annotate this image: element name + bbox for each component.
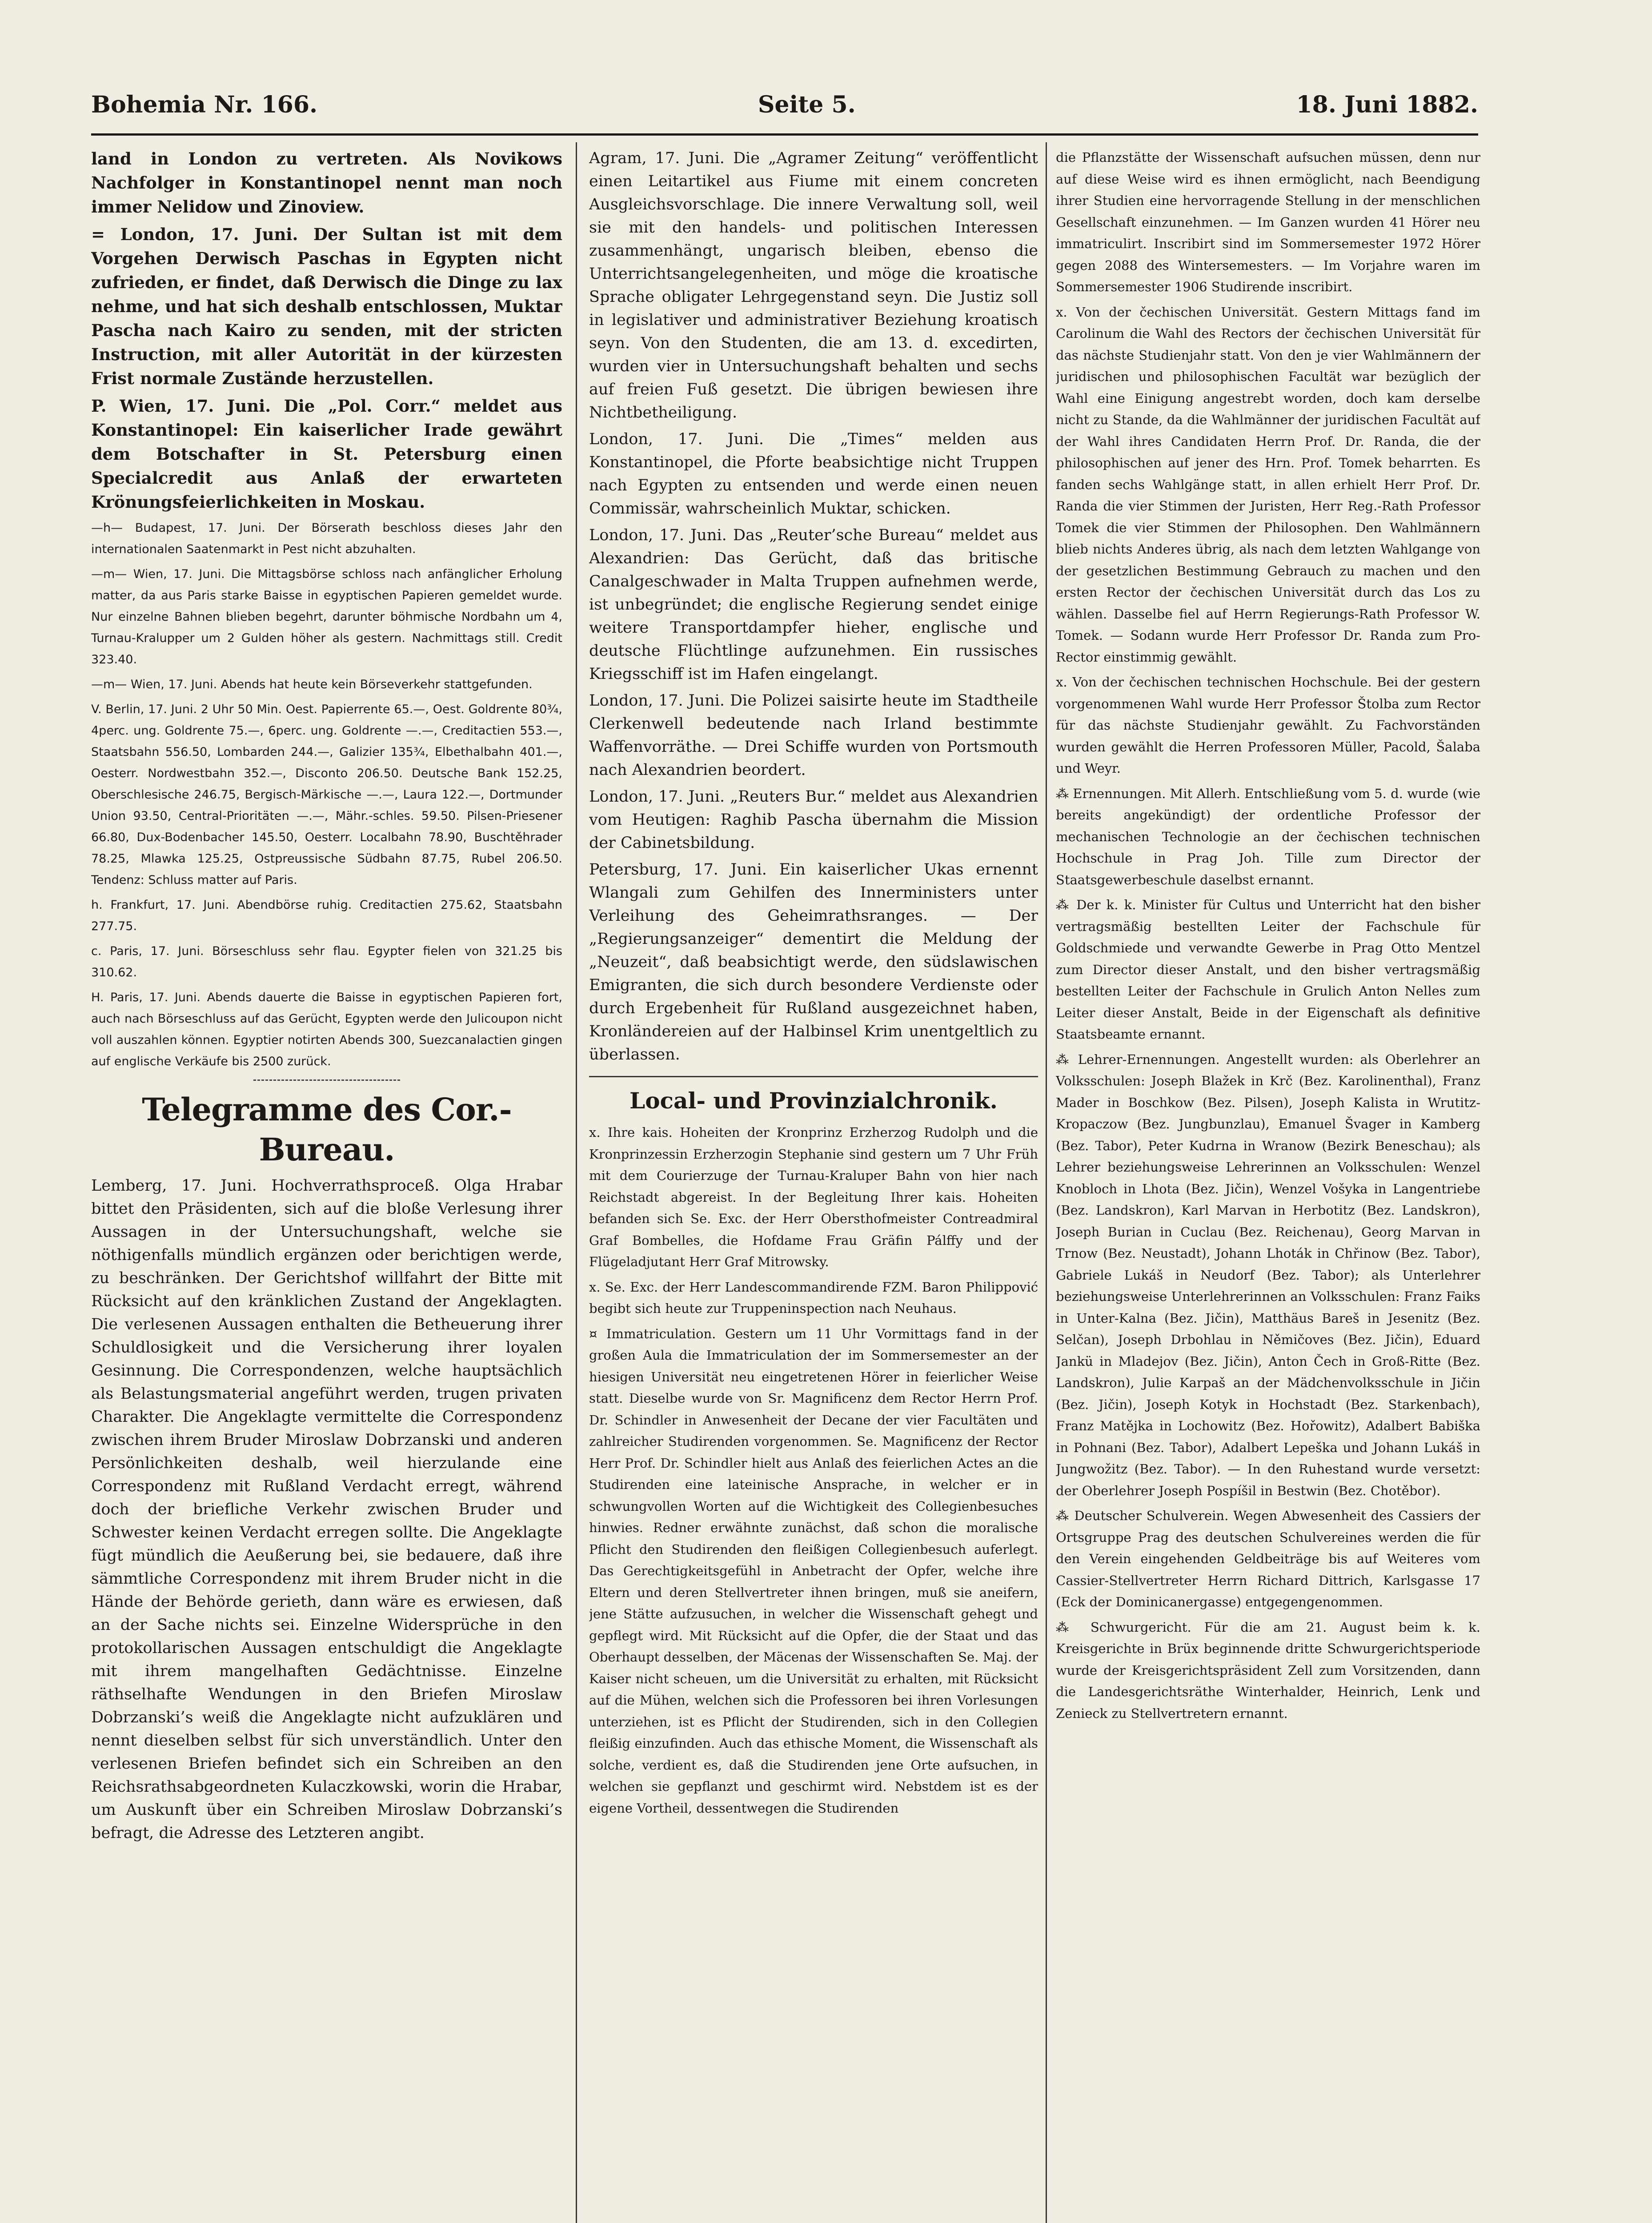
column-divider-2 <box>1046 142 1047 2223</box>
telegram-london-reuter: London, 17. Juni. Das „Reuter’sche Bureau“ meldet aus Alexandrien: Das Gerücht, daß das britische Canalgeschwader in Malta Truppen aufnehmen werde, ist unbegründet; die englische Regierung sendet einige weitere Transportdampfer hieher, englische und deutsche Flüchtlinge aufzunehmen. Ein russisches Kriegsschiff ist im Hafen eingelangt. <box>589 526 1038 683</box>
bourse-berlin: V. Berlin, 17. Juni. 2 Uhr 50 Min. Oest. Papierrente 65.—, Oest. Goldrente 80¾, 4perc. ung. Goldrente 75.—, 6perc. ung. Goldrente —.—, Creditactien 553.—, Staatsbahn 556.50, Lombarden 244.—, Galizier 135¾, Elbethalbahn 401.—, Oesterr. Nordwestbahn 352.—, Disconto 206.50. Deutsche Bank 152.25, Oberschlesische 246.75, Bergisch-Märkische —.—, Laura 122.—, Dortmunder Union 93.50, Central-Prioritäten —.—, Mähr.-schles. 59.50. Pilsen-Priesener 66.80, Dux-Bodenbacher 145.50, Oesterr. Localbahn 78.90, Buschtěhrader 78.25, Mlawka 125.25, Ostpreussische Südbahn 87.75, Rubel 206.50. Tendenz: Schluss matter auf Paris. <box>91 702 562 887</box>
bourse-wien-evening: —m— Wien, 17. Juni. Abends hat heute kein Börseverkehr stattgefunden. <box>91 678 533 691</box>
column-divider-1 <box>576 142 577 2223</box>
telegram-london-times: London, 17. Juni. Die „Times“ melden aus Konstantinopel, die Pforte beabsichtige nicht Truppen nach Egypten zu entsenden und werde einen neuen Commissär, wahrscheinlich Muktar, schicken. <box>589 430 1038 518</box>
masthead-title: Bohemia Nr. 166. <box>91 91 318 118</box>
issue-date: 18. Juni 1882. <box>1296 91 1478 118</box>
telegram-lemberg: Lemberg, 17. Juni. Hochverrathsproceß. Olga Hrabar bittet den Präsidenten, sich auf die bloße Verlesung ihrer Aussagen in der Untersuchungshaft, welche sie nöthigenfalls mündlich ergänzen oder berichtigen werde, zu beschränken. Der Gerichtshof willfahrt der Bitte mit Rücksicht auf den kränklichen Zustand der Angeklagten. Die verlesenen Aussagen enthalten die Betheuerung ihrer Schuldlosigkeit und die Versicherung ihrer loyalen Gesinnung. Die Correspondenzen, welche hauptsächlich als Belastungsmaterial angeführt werden, trugen privaten Charakter. Die Angeklagte vermittelte die Correspondenz zwischen ihrem Bruder Miroslaw Dobrzanski und anderen Persönlichkeiten deshalb, weil hierzulande eine Correspondenz mit Rußland Verdacht erregt, während doch der briefliche Verkehr zwischen Bruder und Schwester keinen Verdacht erregen sollte. Die Angeklagte fügt mündlich die Aeußerung bei, sie bedauere, daß ihre sämmtliche Correspondenz mit ihrem Bruder nicht in die Hände der Behörde gerieth, dann wäre es erwiesen, daß an der Sache nichts sei. Einzelne Widersprüche in den protokollarischen Aussagen entschuldigt die Angeklagte mit ihrem mangelhaften Gedächtnisse. Einzelne räthselhafte Wendungen in den Briefen Miroslaw Dobrzanski’s weiß die Angeklagte nicht aufzuklären und nennt dieselben selbst für sich unverständlich. Unter den verlesenen Briefen befindet sich ein Schreiben an den Reichsrathsabgeordneten Kulaczkowski, worin die Hrabar, um Auskunft über ein Schreiben Miroslaw Dobrzanski’s befragt, die Adresse des Letzteren angibt. <box>91 1177 562 1842</box>
local-landescommandirende: x. Se. Exc. der Herr Landescommandirende FZM. Baron Philippović begibt sich heute zur Truppeninspection nach Neuhaus. <box>589 1279 1038 1316</box>
bourse-wien-midday: —m— Wien, 17. Juni. Die Mittagsbörse schloss nach anfänglicher Erholung matter, da aus Paris starke Baisse in egyptischen Papieren gemeldet wurde. Nur einzelne Bahnen blieben begehrt, darunter böhmische Nordbahn um 4, Turnau-Kralupper um 2 Gulden höher als gestern. Nachmittags still. Credit 323.40. <box>91 567 562 666</box>
page-number: Seite 5. <box>758 91 856 118</box>
telegram-london-police: London, 17. Juni. Die Polizei saisirte heute im Stadtheile Clerkenwell bedeutende nach Irland bestimmte Waffenvorräthe. — Drei Schiffe wurden von Portsmouth nach Alexandrien beordert. <box>589 692 1038 779</box>
local-immatriculation-cont: die Pflanzstätte der Wissenschaft aufsuchen müssen, denn nur auf diese Weise wird es ihnen ermöglicht, nach Beendigung ihrer Studien eine hervorragende Stellung in der menschlichen Gesellschaft einzunehmen. — Im Ganzen wurden 41 Hörer neu immatriculirt. Inscribirt sind im Sommersemester 1972 Hörer gegen 2088 des Wintersemesters. — Im Vorjahre waren im Sommersemester 1906 Studirende inscribirt. <box>1056 150 1480 294</box>
article-wien-pol-corr: P. Wien, 17. Juni. Die „Pol. Corr.“ meldet aus Konstantinopel: Ein kaiserlicher Irade gewährt dem Botschafter in St. Petersburg einen Specialcredit aus Anlaß der erwarteten Krönungsfeierlichkeiten in Moskau. <box>91 396 562 512</box>
local-czech-technical: x. Von der čechischen technischen Hochschule. Bei der gestern vorgenommenen Wahl wurde Herr Professor Štolba zum Rector für das nächste Studienjahr gewählt. Zu Fachvorständen wurden gewählt die Herren Professoren Müller, Pacold, Šalaba und Weyr. <box>1056 674 1480 776</box>
masthead <box>91 87 1478 122</box>
bourse-paris-close: c. Paris, 17. Juni. Börseschluss sehr flau. Egypter fielen von 321.25 bis 310.62. <box>91 944 562 979</box>
local-czech-university: x. Von der čechischen Universität. Gestern Mittags fand im Carolinum die Wahl des Rectors der čechischen Universität für das nächste Studienjahr statt. Von den je vier Wahlmännern der juridischen und philosophischen Facultät war bezüglich der Wahl eine Einigung angestrebt worden, doch kam derselbe nicht zu Stande, da die Wahlmänner der juridischen Facultät auf der Wahl ihres Candidaten Herrn Prof. Dr. Randa, die der philosophischen auf jener des Hrn. Prof. Tomek beharrten. Es fanden sechs Wahlgänge statt, in allen erhielt Herr Prof. Dr. Randa die vier Stimmen der Juristen, Herr Reg.-Rath Professor Tomek die vier Stimmen der Philosophen. Den Wahlmännern blieb nichts Anderes übrig, als nach dem letzten Wahlgange von der gesetzlichen Bestimmung Gebrauch zu machen und den ersten Rector der čechischen Universität durch das Los zu wählen. Dasselbe fiel auf Herrn Regierungs-Rath Professor W. Tomek. — Sodann wurde Herr Professor Dr. Randa zum Pro-Rector einstimmig gewählt. <box>1056 304 1480 665</box>
telegram-london-reuters-bur: London, 17. Juni. „Reuters Bur.“ meldet aus Alexandrien vom Heutigen: Raghib Pascha übernahm die Mission der Cabinetsbildung. <box>589 788 1038 852</box>
section-heading-local: Local- und Provinzialchronik. <box>630 1087 998 1114</box>
section-heading-telegrams: Telegramme des Cor.-Bureau. <box>142 1091 512 1168</box>
masthead-rule <box>91 133 1478 136</box>
bourse-paris-evening: H. Paris, 17. Juni. Abends dauerte die Baisse in egyptischen Papieren fort, auch nach Börseschluss auf das Gerücht, Egypten werde den Julicoupon nicht voll auszahlen können. Egyptier notirten Abends 300, Suezcanalactien gingen auf englische Verkäufe bis 2500 zurück. <box>91 991 562 1068</box>
local-schwurgericht: ⁂ Schwurgericht. Für die am 21. August beim k. k. Kreisgerichte in Brüx beginnende dritte Schwurgerichtsperiode wurde der Kreisgerichtspräsident Zell zum Vorsitzenden, dann die Landesgerichtsräthe Winterhalder, Heinrich, Lenk und Zenieck zu Stellvertretern ernannt. <box>1056 1619 1480 1721</box>
local-minister-cultus: ⁂ Der k. k. Minister für Cultus und Unterricht hat den bisher vertragsmäßig bestellten Leiter der Fachschule für Goldschmiede und verwandte Gewerbe in Prag Otto Mentzel zum Director dieser Anstalt, und den bisher vertragsmäßig bestellten Leiter der Fachschule in Grulich Anton Nelles zum Leiter dieser Anstalt, Beide in der Eigenschaft als definitive Staatsbeamte ernannt. <box>1056 897 1480 1042</box>
section-rule <box>589 1076 1038 1077</box>
bourse-frankfurt: h. Frankfurt, 17. Juni. Abendbörse ruhig. Creditactien 275.62, Staatsbahn 277.75. <box>91 898 562 933</box>
bourse-budapest: —h— Budapest, 17. Juni. Der Börserath beschloss dieses Jahr den internationalen Saatenmarkt in Pest nicht abzuhalten. <box>91 521 562 556</box>
section-separator <box>253 1079 400 1081</box>
telegram-petersburg: Petersburg, 17. Juni. Ein kaiserlicher Ukas ernennt Wlangali zum Gehilfen des Innerministers unter Verleihung des Geheimrathsranges. — Der „Regierungsanzeiger“ dementirt die Meldung der „Neuzeit“, daß beabsichtigt werde, den südslawischen Emigranten, die sich durch besondere Verdienste oder durch Ergebenheit für Rußland ausgezeichnet haben, Kronländereien auf der Halbinsel Krim unentgeltlich zu überlassen. <box>589 861 1038 1063</box>
local-crown-prince: x. Ihre kais. Hoheiten der Kronprinz Erzherzog Rudolph und die Kronprinzessin Erzherzogin Stephanie sind gestern um 7 Uhr Früh mit dem Courierzuge der Turnau-Kraluper Bahn von hier nach Reichstadt abgereist. In der Begleitung Ihrer kais. Hoheiten befanden sich Se. Exc. der Herr Obersthofmeister Contreadmiral Graf Bombelles, die Hofdame Frau Gräfin Pálffy und der Flügeladjutant Herr Graf Mitrowsky. <box>589 1125 1038 1269</box>
local-teacher-appointments: ⁂ Lehrer-Ernennungen. Angestellt wurden: als Oberlehrer an Volksschulen: Joseph Blažek in Krč (Bez. Karolinenthal), Franz Mader in Boschkow (Bez. Pilsen), Joseph Kalista in Wrutitz-Kropaczow (Bez. Jungbunzlau), Emanuel Švager in Kamberg (Bez. Tabor), Peter Kudrna in Wranow (Bezirk Beneschau); als Lehrer beziehungsweise Lehrerinnen an Volksschulen: Wenzel Knobloch in Lhota (Bez. Jičin), Wenzel Vošyka in Langentriebe (Bez. Landskron), Karl Marvan in Herbotitz (Bez. Landskron), Joseph Burian in Cuclau (Bez. Reichenau), Georg Marvan in Trnow (Bez. Neustadt), Johann Lhoták in Chřinow (Bez. Tabor), Gabriele Lukáš in Neudorf (Bez. Tabor); als Unterlehrer beziehungsweise Unterlehrerinnen an Volksschulen: Franz Faiks in Unter-Kalna (Bez. Jičin), Matthäus Bareš in Jesenitz (Bez. Selčan), Joseph Drbohlau in Němičoves (Bez. Jičin), Eduard Jankü in Mladejov (Bez. Jičin), Anton Čech in Groß-Ritte (Bez. Landskron), Julie Karpaš an der Mädchenvolksschule in Jičin (Bez. Jičin), Joseph Kotyk in Hochstadt (Bez. Starkenbach), Franz Matějka in Lochowitz (Bez. Hořowitz), Adalbert Babiška in Pohnani (Bez. Tabor), Adalbert Lepeška und Johann Lukáš in Jungwožitz (Bez. Tabor). — In den Ruhestand wurde versetzt: der Oberlehrer Joseph Pospíšil in Bestwin (Bez. Chotěbor). <box>1056 1051 1480 1498</box>
column-3 <box>1056 147 1480 2223</box>
local-schulverein: ⁂ Deutscher Schulverein. Wegen Abwesenheit des Cassiers der Ortsgruppe Prag des deutschen Schulvereines werden die für den Verein eingehenden Geldbeiträge bis auf Weiteres vom Cassier-Stellvertreter Herrn Richard Dittrich, Karlsgasse 17 (Eck der Dominicanergasse) entgegengenommen. <box>1056 1508 1480 1609</box>
column-1 <box>91 147 562 2223</box>
telegram-agram: Agram, 17. Juni. Die „Agramer Zeitung“ veröffentlicht einen Leitartikel aus Fiume mit einem concreten Ausgleichsvorschlage. Die innere Verwaltung soll, weil sie mit den handels- und politischen Interessen zusammenhängt, ungarisch bleiben, ebenso die Unterrichtsangelegenheiten, und möge die kroatische Sprache obligater Lehrgegenstand seyn. Die Justiz soll in legislativer und administrativer Beziehung kroatisch seyn. Von den Studenten, die am 13. d. excedirten, wurden vier in Untersuchungshaft behalten und sechs auf freien Fuß gesetzt. Die übrigen bewiesen ihre Nichtbetheiligung. <box>589 149 1038 421</box>
column-2 <box>589 147 1038 2223</box>
article-london-sultan: = London, 17. Juni. Der Sultan ist mit dem Vorgehen Derwisch Paschas in Egypten nicht zufrieden, er findet, daß Derwisch die Dinge zu lax nehme, und hat sich deshalb entschlossen, Muktar Pascha nach Kairo zu senden, mit der stricten Instruction, mit aller Autorität in der kürzesten Frist normale Zustände herzustellen. <box>91 225 562 388</box>
local-appointments: ⁂ Ernennungen. Mit Allerh. Entschließung vom 5. d. wurde (wie bereits angekündigt) der ordentliche Professor der mechanischen Technologie an der čechischen technischen Hochschule in Prag Joh. Tille zum Director der Staatsgewerbeschule daselbst ernannt. <box>1056 786 1480 887</box>
local-immatriculation: ¤ Immatriculation. Gestern um 11 Uhr Vormittags fand in der großen Aula die Immatriculation der im Sommersemester an der hiesigen Universität neu eingetretenen Hörer in feierlicher Weise statt. Dieselbe wurde von Sr. Magnificenz dem Rector Herrn Prof. Dr. Schindler in Anwesenheit der Decane der vier Facultäten und zahlreicher Studirenden vorgenommen. Se. Magnificenz der Rector Herr Prof. Dr. Schindler hielt aus Anlaß des feierlichen Actes an die Studirenden eine lateinische Ansprache, in welcher er in schwungvollen Worten auf die Wichtigkeit des Collegienbesuches hinwies. Redner erwähnte zunächst, daß schon die moralische Pflicht den Studirenden den fleißigen Collegienbesuch auferlegt. Das Gerechtigkeitsgefühl in Anbetracht der Opfer, welche ihre Eltern und deren Stellvertreter ihnen bringen, muß sie aneifern, jene Stätte aufzusuchen, in welcher die Wissenschaft gehegt und gepflegt wird. Mit Rücksicht auf die Opfer, die der Staat und das Oberhaupt desselben, der Mäcenas der Wissenschaften Se. Maj. der Kaiser nicht scheuen, um die Universität zu erhalten, mit Rücksicht auf die Mühen, welchen sich die Professoren bei ihren Vorlesungen unterziehen, ist es Pflicht der Studirenden, sich in den Collegien fleißig einzufinden. Auch das ethische Moment, die Wissenschaft als solche, verdient es, daß die Studirenden jene Orte aufsuchen, in welchen sie gepflanzt und geschirmt wird. Nebstdem ist es der eigene Vortheil, dessentwegen die Studirenden <box>589 1326 1038 1816</box>
article-continuation: land in London zu vertreten. Als Novikows Nachfolger in Konstantinopel nennt man noch immer Nelidow und Zinoview. <box>91 149 562 217</box>
